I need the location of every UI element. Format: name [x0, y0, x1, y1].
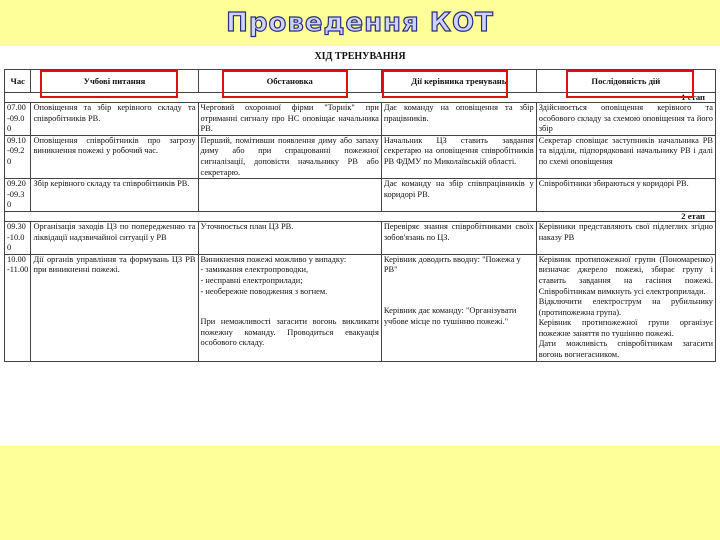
- actions-extra: Керівник дає команду: "Організувати учбове місце по тушінню пожежі.": [383, 305, 517, 326]
- situation-line: - несправні електроприлади;: [200, 275, 303, 285]
- sequence-line: Дати можливість співробітникам загасити вогонь вогнегасником.: [538, 339, 713, 360]
- situation-line: - необережне поводження з вогнем.: [200, 286, 328, 296]
- situation-extra: При неможливості загасити вогонь викликати пожежну команду. Проводиться евакуація особового складу.: [200, 317, 379, 348]
- column-header-time: Час: [5, 70, 31, 93]
- table-row: [5, 221, 716, 254]
- sequence-line: Відключити електрострум на рубильнику (протипожежна група).: [538, 297, 713, 317]
- column-header-actions: Дії керівника тренувань: [381, 70, 536, 93]
- cell-question: Збір керівного складу та співробітників РВ.: [31, 179, 198, 212]
- table-row: [5, 135, 716, 178]
- stage-row: [5, 211, 716, 221]
- cell-sequence: Секретар сповіщає заступників начальника РВ та відділи, підпорядковані начальнику РВ і далі по схемі оповіщення: [536, 135, 715, 178]
- table-header-row: [5, 70, 716, 93]
- table-row: [5, 179, 716, 212]
- cell-time: 09.10-09.20: [5, 135, 31, 178]
- column-header-questions: Учбові питання: [31, 70, 198, 93]
- cell-actions: [381, 254, 536, 361]
- cell-time: 07.00-09.00: [5, 103, 31, 136]
- sequence-line: Керівник протипожежної групи організує пожежне заняття по тушінню пожежі.: [538, 318, 713, 338]
- cell-sequence: Співробітники збираються у коридорі РВ.: [536, 179, 715, 212]
- cell-actions: Перевіряє знання співробітниками своїх зобов'язань по ЦЗ.: [381, 221, 536, 254]
- table-row: [5, 103, 716, 136]
- cell-question: Дії органів управління та формувань ЦЗ РВ при виникненні пожежі.: [31, 254, 198, 361]
- cell-question: Організація заходів ЦЗ по попередженню та ліквідації надзвичайної ситуації у РВ: [31, 221, 198, 254]
- table-row: [5, 254, 716, 361]
- slide-title: Проведення КОТ: [226, 8, 494, 38]
- cell-time: 09.20-09.30: [5, 179, 31, 212]
- cell-situation: Черговий охоронної фірми "Торнік" при отриманні сигналу про НС оповіщає начальника РВ.: [198, 103, 381, 136]
- document-heading: ХІД ТРЕНУВАННЯ: [314, 51, 406, 62]
- cell-actions: Дає команду на збір співпрацівників у коридорі РВ.: [381, 179, 536, 212]
- stage-label: 2 етап: [5, 211, 716, 221]
- actions-line: Керівник доводить вводну: "Пожежа у РВ": [383, 254, 521, 275]
- training-table: [4, 69, 716, 362]
- cell-time: 09.30-10.00: [5, 221, 31, 254]
- cell-sequence: [536, 254, 715, 361]
- cell-situation: Уточнюється план ЦЗ РВ.: [198, 221, 381, 254]
- stage-row: [5, 93, 716, 103]
- stage-label: 1 етап: [5, 93, 716, 103]
- cell-question: Оповіщення та збір керівного складу та співробітників РВ.: [31, 103, 198, 136]
- cell-time: 10.00-11.00: [5, 254, 31, 361]
- cell-situation: [198, 179, 381, 212]
- sequence-line: Керівник протипожежної групи (Пономаренко) визначає джерело пожежі, збирає групу і ставить завдання на гасіння пожежі. Співробітникам вимкнуть усі електроприлади.: [538, 254, 713, 296]
- situation-line: Виникнення пожежі можливо у випадку:: [200, 254, 347, 264]
- cell-situation: [198, 254, 381, 361]
- cell-sequence: Здійснюється оповіщення керівного та особового складу за схемою оповіщення та його збір: [536, 103, 715, 136]
- column-header-situation: Обстановка: [198, 70, 381, 93]
- situation-line: - замикання електропроводки,: [200, 265, 309, 275]
- cell-sequence: Керівники представляють свої підлеглих згідно наказу РВ: [536, 221, 715, 254]
- document-page: [0, 46, 720, 446]
- cell-situation: Перший, помітивши появлення диму або запаху диму або при спрацюванні пожежної сигналізації, доповісти начальнику РВ або секретарю.: [198, 135, 381, 178]
- cell-actions: Начальник ЦЗ ставить завдання секретарю на оповіщення співробітників РВ ФДМУ по Миколаївській області.: [381, 135, 536, 178]
- cell-actions: Дає команду на оповіщення та збір працівників.: [381, 103, 536, 136]
- cell-question: Оповіщення співробітників про загрозу виникнення пожежі у робочий час.: [31, 135, 198, 178]
- column-header-sequence: Послідовність дій: [536, 70, 715, 93]
